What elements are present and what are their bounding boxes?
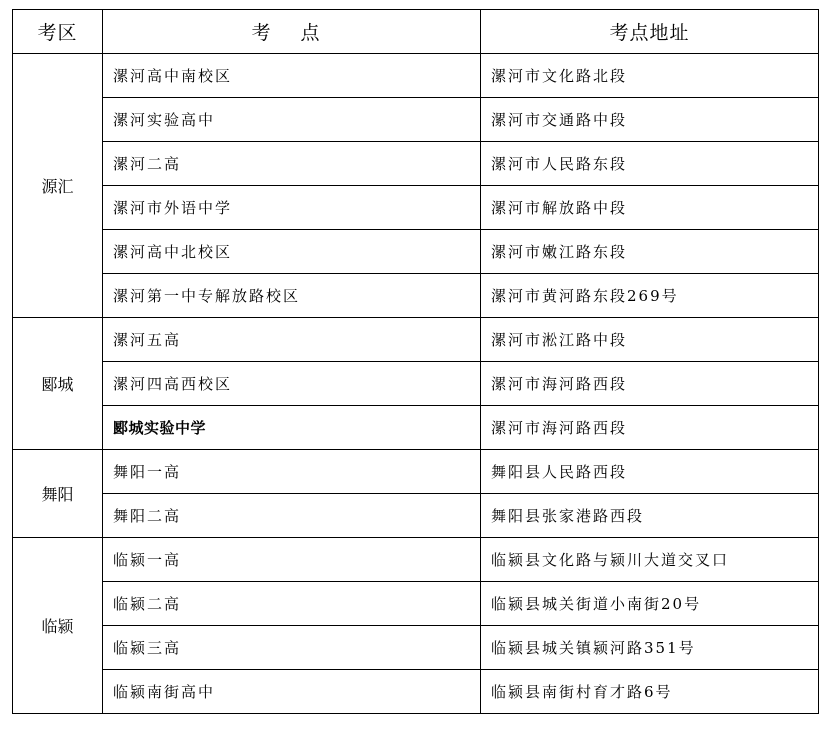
table-row xyxy=(13,582,819,626)
table-row xyxy=(13,670,819,714)
address-cell: 舞阳县张家港路西段 xyxy=(481,494,819,538)
address-cell: 漯河市文化路北段 xyxy=(481,54,819,98)
address-cell: 漯河市黄河路东段269号 xyxy=(481,274,819,318)
address-cell: 临颍县城关街道小南街20号 xyxy=(481,582,819,626)
site-cell: 漯河市外语中学 xyxy=(103,186,481,230)
district-cell: 郾城 xyxy=(13,318,103,450)
address-cell: 临颍县文化路与颍川大道交叉口 xyxy=(481,538,819,582)
header-district: 考区 xyxy=(13,10,103,54)
address-cell: 舞阳县人民路西段 xyxy=(481,450,819,494)
site-cell: 临颍南街高中 xyxy=(103,670,481,714)
table-row xyxy=(13,450,819,494)
header-row xyxy=(13,10,819,54)
district-cell: 舞阳 xyxy=(13,450,103,538)
table-row xyxy=(13,186,819,230)
address-cell: 漯河市海河路西段 xyxy=(481,362,819,406)
table-row xyxy=(13,142,819,186)
table-row xyxy=(13,230,819,274)
header-site: 考 点 xyxy=(103,10,481,54)
table-row xyxy=(13,54,819,98)
table-row xyxy=(13,538,819,582)
address-cell: 漯河市淞江路中段 xyxy=(481,318,819,362)
site-cell: 郾城实验中学 xyxy=(103,406,481,450)
site-cell: 舞阳二高 xyxy=(103,494,481,538)
district-cell: 源汇 xyxy=(13,54,103,318)
table-row xyxy=(13,318,819,362)
address-cell: 漯河市解放路中段 xyxy=(481,186,819,230)
site-cell: 漯河二高 xyxy=(103,142,481,186)
site-cell: 舞阳一高 xyxy=(103,450,481,494)
district-cell: 临颍 xyxy=(13,538,103,714)
site-cell: 漯河四高西校区 xyxy=(103,362,481,406)
site-cell: 漯河五高 xyxy=(103,318,481,362)
address-cell: 漯河市嫩江路东段 xyxy=(481,230,819,274)
address-cell: 漯河市交通路中段 xyxy=(481,98,819,142)
table-row xyxy=(13,494,819,538)
header-address: 考点地址 xyxy=(481,10,819,54)
site-cell: 漯河实验高中 xyxy=(103,98,481,142)
site-cell: 漯河高中南校区 xyxy=(103,54,481,98)
site-cell: 漯河第一中专解放路校区 xyxy=(103,274,481,318)
site-cell: 临颍三高 xyxy=(103,626,481,670)
table-row xyxy=(13,406,819,450)
site-cell: 临颍二高 xyxy=(103,582,481,626)
address-cell: 临颍县南街村育才路6号 xyxy=(481,670,819,714)
site-cell: 漯河高中北校区 xyxy=(103,230,481,274)
exam-site-table-container xyxy=(12,9,819,714)
table-row xyxy=(13,98,819,142)
table-row xyxy=(13,274,819,318)
exam-site-table xyxy=(12,9,819,714)
table-row xyxy=(13,626,819,670)
address-cell: 漯河市海河路西段 xyxy=(481,406,819,450)
address-cell: 漯河市人民路东段 xyxy=(481,142,819,186)
site-cell: 临颍一高 xyxy=(103,538,481,582)
table-row xyxy=(13,362,819,406)
address-cell: 临颍县城关镇颍河路351号 xyxy=(481,626,819,670)
